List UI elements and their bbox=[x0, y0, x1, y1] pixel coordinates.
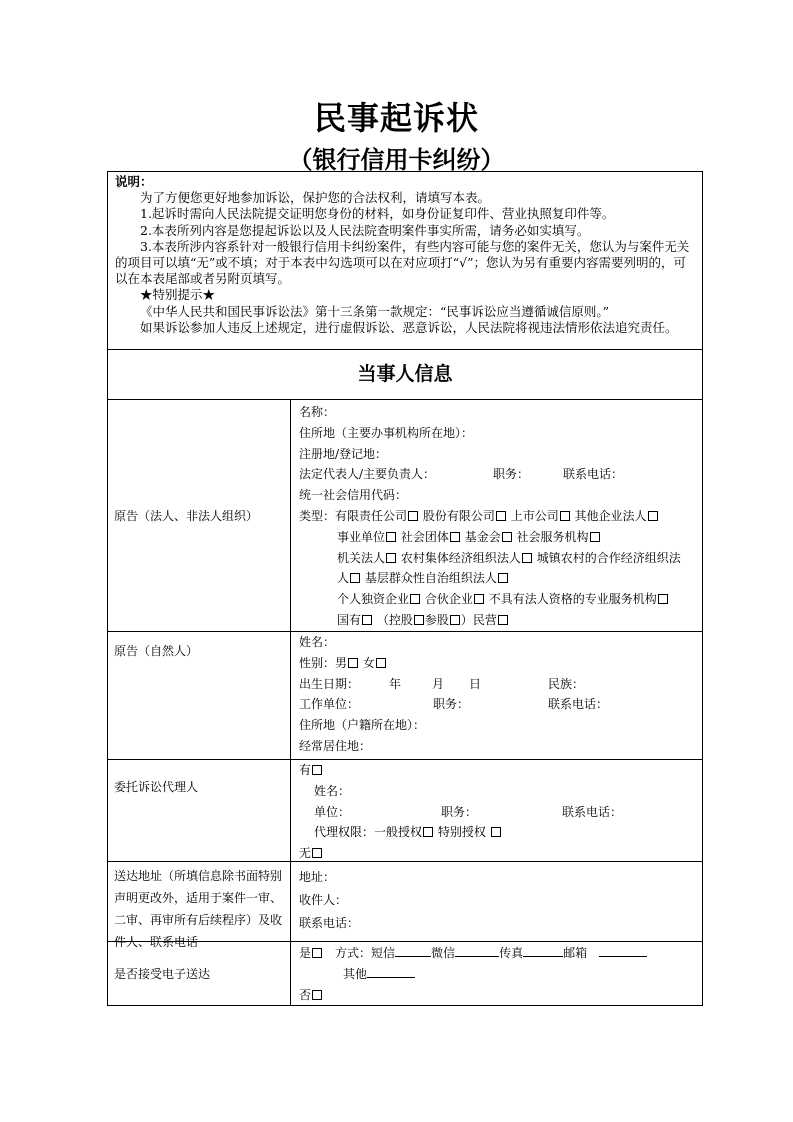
org-reg-address-field[interactable]: 注册地/登记地： bbox=[299, 446, 388, 461]
checkbox[interactable] bbox=[474, 594, 484, 604]
instruction-line: 如果诉讼参加人违反上述规定，进行虚假诉讼、恶意诉讼，人民法院将视违法情形依法追究责任。 bbox=[140, 319, 678, 335]
type-option: 股份有限公司 bbox=[422, 508, 495, 523]
plaintiff-person-fields bbox=[291, 632, 702, 759]
type-option: 社会团体 bbox=[400, 529, 449, 544]
checkbox[interactable] bbox=[386, 532, 396, 542]
month-label: 月 bbox=[432, 676, 445, 691]
org-name-field[interactable]: 名称： bbox=[299, 405, 336, 419]
agent-unit-field[interactable]: 单位： bbox=[314, 804, 351, 819]
instructions bbox=[108, 172, 702, 350]
instruction-line: 《中华人民共和国民事诉讼法》第十三条第一款规定：“民事诉讼应当遵循诚信原则。” bbox=[140, 303, 610, 319]
plaintiff-org-row bbox=[108, 399, 702, 632]
instruction-line: 3.本表所涉内容系针对一般银行信用卡纠纷案件，有些内容可能与您的案件无关，您认为与案件无关的项目可以填“无”或不填；对于本表中勾选项可以在对应项打“√”；您认为另有重要内容需要列明的，可以在本表尾部或者另附页填写。 bbox=[115, 238, 690, 287]
person-name-field[interactable]: 姓名： bbox=[299, 635, 336, 649]
instruction-line: 为了方便您更好地参加诉讼，保护您的合法权利，请填写本表。 bbox=[140, 190, 491, 206]
org-type-line-3 bbox=[299, 548, 702, 569]
agent-authority-line bbox=[299, 822, 702, 843]
wechat-blank[interactable] bbox=[455, 946, 499, 957]
org-type-label: 类型： bbox=[299, 508, 336, 523]
checkbox[interactable] bbox=[312, 848, 322, 858]
checkbox[interactable] bbox=[423, 827, 433, 837]
plaintiff-person-label: 原告（自然人） bbox=[108, 632, 291, 759]
agent-no-line bbox=[299, 843, 702, 864]
agent-phone-field[interactable]: 联系电话： bbox=[562, 804, 623, 819]
checkbox[interactable] bbox=[410, 594, 420, 604]
type-option: 个人独资企业 bbox=[337, 592, 410, 607]
type-option: 上市公司 bbox=[510, 508, 559, 523]
checkbox[interactable] bbox=[658, 594, 668, 604]
e-service-yes-option: 是 bbox=[299, 946, 312, 960]
checkbox[interactable] bbox=[498, 573, 508, 583]
e-service-no-line bbox=[299, 985, 702, 1006]
instructions-label: 说明： bbox=[115, 174, 153, 189]
type-option: ）民营 bbox=[460, 612, 497, 627]
email-option: 邮箱 bbox=[563, 946, 588, 960]
checkbox[interactable] bbox=[496, 511, 506, 521]
e-service-row bbox=[108, 942, 702, 1005]
type-option: 国有 bbox=[337, 612, 362, 627]
agent-unit-line bbox=[299, 802, 702, 823]
org-type-line-1 bbox=[299, 506, 702, 527]
gender-label: 性别： bbox=[299, 655, 336, 670]
checkbox[interactable] bbox=[350, 573, 360, 583]
e-service-no-option: 否 bbox=[299, 987, 312, 1002]
complaint-form bbox=[107, 171, 703, 1006]
general-authority-option: 代理权限：一般授权 bbox=[314, 825, 423, 840]
type-option: （控股 bbox=[376, 612, 413, 627]
phone-field[interactable]: 联系电话： bbox=[548, 697, 609, 712]
type-option: 合伙企业 bbox=[424, 592, 473, 607]
checkbox[interactable] bbox=[386, 553, 396, 563]
checkbox[interactable] bbox=[414, 615, 424, 625]
year-label: 年 bbox=[389, 676, 402, 691]
plaintiff-org-label: 原告（法人、非法人组织） bbox=[108, 399, 291, 631]
instruction-line: 1.起诉时需向人民法院提交证明您身份的材料，如身份证复印件、营业执照复印件等。 bbox=[140, 206, 615, 222]
type-option: 参股 bbox=[424, 612, 449, 627]
type-option: 社会服务机构 bbox=[516, 529, 589, 544]
org-type-line-2 bbox=[299, 527, 702, 548]
service-address-row bbox=[108, 862, 702, 949]
other-option: 其他 bbox=[343, 966, 368, 981]
other-blank[interactable] bbox=[367, 967, 415, 978]
residence-field[interactable]: 经常居住地： bbox=[299, 738, 372, 753]
person-address-field[interactable]: 住所地（户籍所在地）： bbox=[299, 718, 426, 733]
section-title: 当事人信息 bbox=[108, 350, 702, 400]
service-address-label: 送达地址（所填信息除书面特别声明更改外，适用于案件一审、二审、再审所有后续程序）及收件人、联系电话 bbox=[108, 862, 291, 941]
legal-rep-phone-field[interactable]: 联系电话： bbox=[563, 467, 624, 482]
work-unit-field[interactable]: 工作单位： bbox=[299, 697, 360, 712]
agent-row bbox=[108, 760, 702, 862]
type-option: 城镇农村的合作经济组织法 bbox=[536, 550, 681, 565]
method-label: 方式： bbox=[335, 946, 372, 960]
agent-position-field[interactable]: 职务： bbox=[441, 804, 478, 819]
type-option: 事业单位 bbox=[337, 529, 386, 544]
gender-line bbox=[299, 653, 702, 674]
checkbox[interactable] bbox=[450, 532, 460, 542]
document-subtitle: （银行信用卡纠纷） bbox=[288, 145, 505, 174]
checkbox[interactable] bbox=[362, 615, 372, 625]
e-service-label: 是否接受电子送达 bbox=[108, 942, 291, 1005]
service-address-fields bbox=[291, 862, 702, 941]
birth-line bbox=[299, 674, 702, 695]
checkbox[interactable] bbox=[312, 948, 322, 958]
type-option: 有限责任公司 bbox=[335, 508, 408, 523]
recipient-field[interactable]: 收件人： bbox=[299, 893, 348, 907]
checkbox[interactable] bbox=[648, 511, 658, 521]
document-title: 民事起诉状 bbox=[313, 99, 479, 137]
checkbox[interactable] bbox=[522, 553, 532, 563]
birth-label[interactable]: 出生日期： bbox=[299, 676, 360, 691]
checkbox[interactable] bbox=[450, 615, 460, 625]
wechat-option: 微信 bbox=[431, 946, 456, 960]
agent-yes-line bbox=[299, 760, 702, 781]
sms-option: 短信 bbox=[371, 946, 396, 960]
credit-code-field[interactable]: 统一社会信用代码： bbox=[299, 488, 408, 503]
legal-rep-field[interactable]: 法定代表人/主要负责人： bbox=[299, 467, 436, 482]
type-option: 基金会 bbox=[464, 529, 501, 544]
e-service-yes-line bbox=[299, 943, 702, 964]
type-option: 机关法人 bbox=[337, 550, 386, 565]
female-option: 女 bbox=[362, 655, 375, 670]
service-address-field[interactable]: 地址： bbox=[299, 870, 336, 884]
plaintiff-org-fields bbox=[291, 399, 702, 631]
day-label: 日 bbox=[469, 676, 482, 691]
org-address-field[interactable]: 住所地（主要办事机构所在地）： bbox=[299, 425, 474, 440]
special-notice-heading: ★特别提示★ bbox=[140, 287, 216, 303]
org-type-line-6 bbox=[299, 610, 702, 631]
fax-option: 传真 bbox=[499, 946, 524, 960]
e-service-other-line bbox=[299, 964, 702, 985]
agent-name-field[interactable]: 姓名： bbox=[314, 783, 351, 798]
type-option: 人 bbox=[337, 571, 350, 586]
checkbox[interactable] bbox=[502, 532, 512, 542]
agent-yes-option: 有 bbox=[299, 763, 312, 777]
checkbox[interactable] bbox=[376, 658, 386, 668]
fax-blank[interactable] bbox=[523, 946, 563, 957]
sms-blank[interactable] bbox=[395, 946, 431, 957]
checkbox[interactable] bbox=[348, 658, 358, 668]
checkbox[interactable] bbox=[590, 532, 600, 542]
checkbox[interactable] bbox=[560, 511, 570, 521]
checkbox[interactable] bbox=[408, 511, 418, 521]
type-option: 其他企业法人 bbox=[574, 508, 647, 523]
special-authority-option: 特别授权 bbox=[437, 825, 486, 840]
service-phone-field[interactable]: 联系电话： bbox=[299, 916, 360, 930]
position-field[interactable]: 职务： bbox=[433, 697, 470, 712]
type-option: 不具有法人资格的专业服务机构 bbox=[488, 592, 657, 607]
checkbox[interactable] bbox=[491, 827, 501, 837]
legal-rep-position-field[interactable]: 职务： bbox=[493, 467, 530, 482]
agent-fields bbox=[291, 760, 702, 861]
checkbox[interactable] bbox=[312, 765, 322, 775]
agent-no-option: 无 bbox=[299, 846, 312, 861]
male-option: 男 bbox=[335, 655, 348, 670]
ethnicity-field[interactable]: 民族： bbox=[548, 676, 585, 691]
org-legal-rep-line bbox=[299, 464, 702, 485]
plaintiff-person-row bbox=[108, 632, 702, 760]
type-option: 基层群众性自治组织法人 bbox=[364, 571, 497, 586]
org-type-line-4 bbox=[299, 568, 702, 589]
agent-label: 委托诉讼代理人 bbox=[108, 760, 291, 861]
work-line bbox=[299, 694, 702, 715]
email-blank[interactable] bbox=[599, 946, 647, 957]
checkbox[interactable] bbox=[498, 615, 508, 625]
instruction-line: 2.本表所列内容是您提起诉讼以及人民法院查明案件事实所需，请务必如实填写。 bbox=[140, 222, 590, 238]
checkbox[interactable] bbox=[312, 990, 322, 1000]
type-option: 农村集体经济组织法人 bbox=[400, 550, 521, 565]
org-type-line-5 bbox=[299, 589, 702, 610]
e-service-fields bbox=[291, 942, 702, 1005]
